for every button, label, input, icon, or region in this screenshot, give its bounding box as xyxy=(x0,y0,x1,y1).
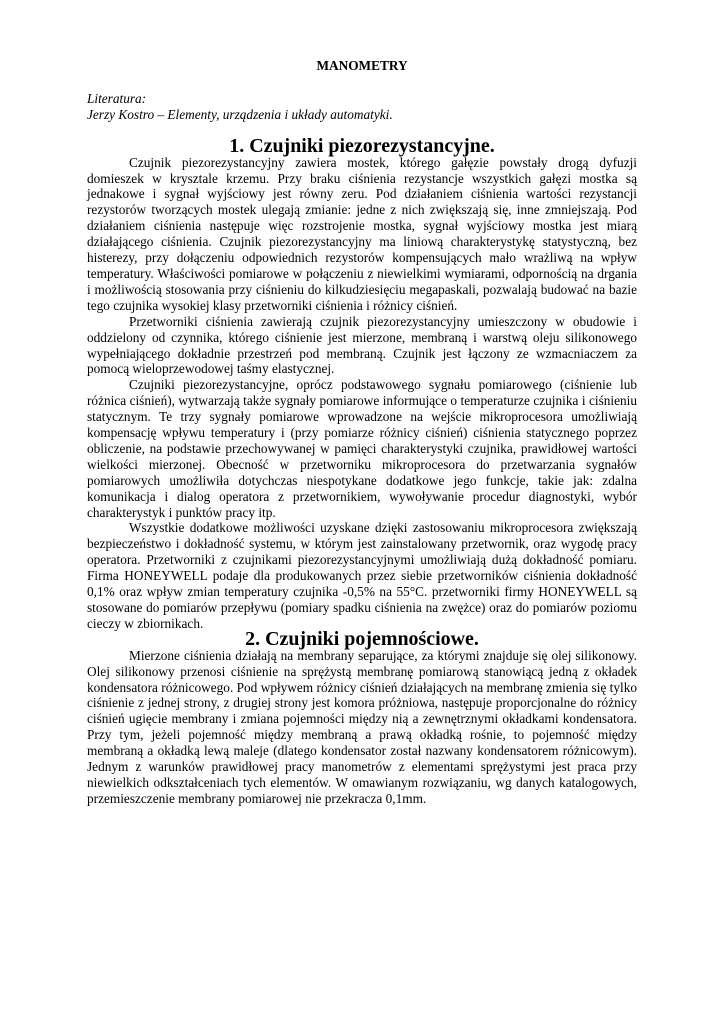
section-heading: 1. Czujniki piezorezystancyjne. xyxy=(229,134,495,157)
section-capacitive xyxy=(87,627,637,807)
literature-reference: Jerzy Kostro – Elementy, urządzenia i układy automatyki. xyxy=(87,106,393,122)
section-heading: 2. Czujniki pojemnościowe. xyxy=(245,627,479,650)
section-piezoresistive xyxy=(87,134,637,632)
literature-label: Literatura: xyxy=(87,90,147,106)
paragraph: Mierzone ciśnienia działają na membrany separujące, za którymi znajduje się olej silikonowy. Olej silikonowy przenosi ciśnienie na sprężystą membranę pomiarową stanowiącą jedną z okładek kondensatora różnicowego. Pod wpływem różnicy ciśnień działających na membranę zmienia się tylko ciśnienie z jednej strony, z drugiej strony jest komora próżniowa, następuje proporcjonalne do różnicy ciśnień ugięcie membrany i zmiana pojemności między nią a zewnętrznymi okładkami kondensatora. Przy tym, jeżeli pojemność między membraną a prawą okładką rośnie, to pojemność między membraną a okładką lewą maleje (dlatego kondensator został nazwany kondensatorem różnicowym). Jednym z warunków prawidłowej pracy manometrów z elementami sprężystymi jest praca przy niewielkich odkształceniach tych elementów. W omawianym rozwiązaniu, wg danych katalogowych, przemieszczenie membrany pomiarowej nie przekracza 0,1mm. xyxy=(87,647,637,806)
paragraph: Wszystkie dodatkowe możliwości uzyskane dzięki zastosowaniu mikroprocesora zwiększają bezpieczeństwo i dokładność systemu, w którym jest zainstalowany przetwornik, oraz wygodę pracy operatora. Przetworniki z czujnikami piezorezystancyjnymi umożliwiają dużą dokładność pomiaru. Firma HONEYWELL podaje dla produkowanych przez siebie przetworników ciśnienia dokładność 0,1% oraz wpływ zmian temperatury czujnika -0,5% na 55°C. przetworniki firmy HONEYWELL są stosowane do pomiarów przepływu (pomiary spadku ciśnienia na zwężce) oraz do pomiarów poziomu cieczy w zbiornikach. xyxy=(87,520,637,631)
paragraph: Przetworniki ciśnienia zawierają czujnik piezorezystancyjny umieszczony w obudowie i oddzielony od czynnika, którego ciśnienie jest mierzone, membraną i warstwą oleju silikonowego wypełniającego dokładnie przestrzeń pod membraną. Czujnik jest łączony ze wzmacniaczem za pomocą wieloprzewodowej taśmy elastycznej. xyxy=(87,313,637,377)
document-title: MANOMETRY xyxy=(316,58,408,73)
paragraph: Czujnik piezorezystancyjny zawiera mostek, którego gałęzie powstały drogą dyfuzji domieszek w krysztale krzemu. Przy braku ciśnienia rezystancje wszystkich gałęzi mostka są jednakowe i sygnał wyjściowy jest równy zeru. Pod działaniem ciśnienia wartości rezystancji rezystorów tworzących mostek ulegają zmianie: jedne z nich zwiększają się, inne zmniejszają. Pod działaniem ciśnienia następuje więc rozstrojenie mostka, sygnał wyjściowy mostka jest miarą działającego ciśnienia. Czujnik piezorezystancyjny ma liniową charakterystykę statystyczną, bez histerezy, przy dołączeniu odpowiednich rezystorów kompensujących mało wrażliwą na wpływ temperatury. Właściwości pomiarowe w połączeniu z niewielkimi wymiarami, odpornością na drgania i możliwością stosowania przy ciśnieniu do kilkudziesięciu megapaskali, pozwalają budować na bazie tego czujnika wysokiej klasy przetworniki ciśnienia i różnicy ciśnień. xyxy=(87,154,637,313)
paragraph: Czujniki piezorezystancyjne, oprócz podstawowego sygnału pomiarowego (ciśnienie lub różnica ciśnień), wytwarzają także sygnały pomiarowe informujące o temperaturze czujnika i ciśnieniu statycznym. Te trzy sygnały pomiarowe wprowadzone na wejście mikroprocesora umożliwiają kompensację wpływu temperatury i (przy pomiarze różnicy ciśnień) ciśnienia statycznego poprzez obliczenie, na podstawie przechowywanej w pamięci charakterystyki czujnika, prawidłowej wartości wielkości mierzonej. Obecność w przetworniku mikroprocesora do przetwarzania sygnałów pomiarowych umożliwiła dotychczas niespotykane dodatkowe jego funkcje, takie jak: zdalna komunikacja i dialog operatora z przetwornikiem, wywoływanie procedur diagnostyki, wybór charakterystyk i punktów pracy itp. xyxy=(87,377,637,520)
